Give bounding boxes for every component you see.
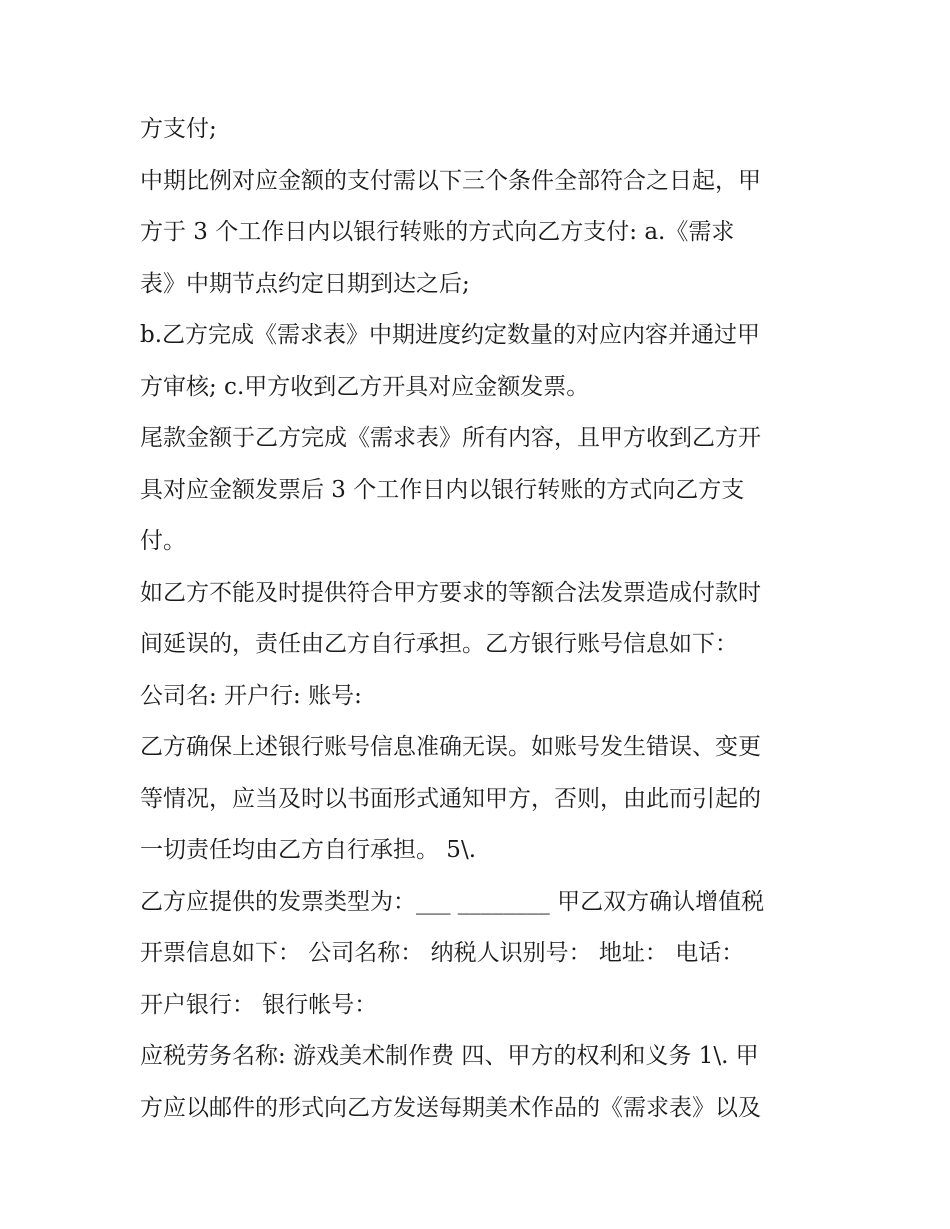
text-line: 方应以邮件的形式向乙方发送每期美术作品的《需求表》以及 [140, 1094, 761, 1121]
text-line: 一切责任均由乙方自行承担。 5\. [140, 837, 477, 863]
text-line: 如乙方不能及时提供符合甲方要求的等额合法发票造成付款时 [140, 579, 761, 606]
text-line: 具对应金额发票后 3 个工作日内以银行转账的方式向乙方支 [140, 476, 745, 503]
text-line: 付。 [140, 528, 186, 554]
text-line: 表》中期节点约定日期到达之后; [140, 270, 470, 297]
text-line: 开户银行： 银行帐号： [140, 991, 378, 1018]
text-line: 开票信息如下： 公司名称： 纳税人识别号： 地址： 电话： [140, 940, 745, 966]
text-line: 方于 3 个工作日内以银行转账的方式向乙方支付: a.《需求 [140, 219, 735, 245]
text-line: 公司名: 开户行: 账号: [140, 682, 362, 709]
text-line: 间延误的，责任由乙方自行承担。乙方银行账号信息如下： [140, 631, 738, 657]
document-body [140, 104, 820, 1134]
text-line: 中期比例对应金额的支付需以下三个条件全部符合之日起，甲 [140, 167, 761, 194]
text-line: 方审核; c.甲方收到乙方开具对应金额发票。 [140, 373, 590, 400]
text-line: 乙方应提供的发票类型为：___ ________ 甲乙双方确认增值税 [140, 888, 765, 915]
text-line: 乙方确保上述银行账号信息准确无误。如账号发生错误、变更 [140, 734, 761, 760]
text-line: 方支付; [140, 116, 217, 142]
text-line: 等情况，应当及时以书面形式通知甲方，否则，由此而引起的 [140, 785, 761, 812]
text-line: b.乙方完成《需求表》中期进度约定数量的对应内容并通过甲 [140, 322, 761, 348]
text-line: 应税劳务名称: 游戏美术制作费 四、甲方的权利和义务 1\. 甲 [140, 1043, 759, 1069]
text-line: 尾款金额于乙方完成《需求表》所有内容，且甲方收到乙方开 [140, 425, 761, 451]
